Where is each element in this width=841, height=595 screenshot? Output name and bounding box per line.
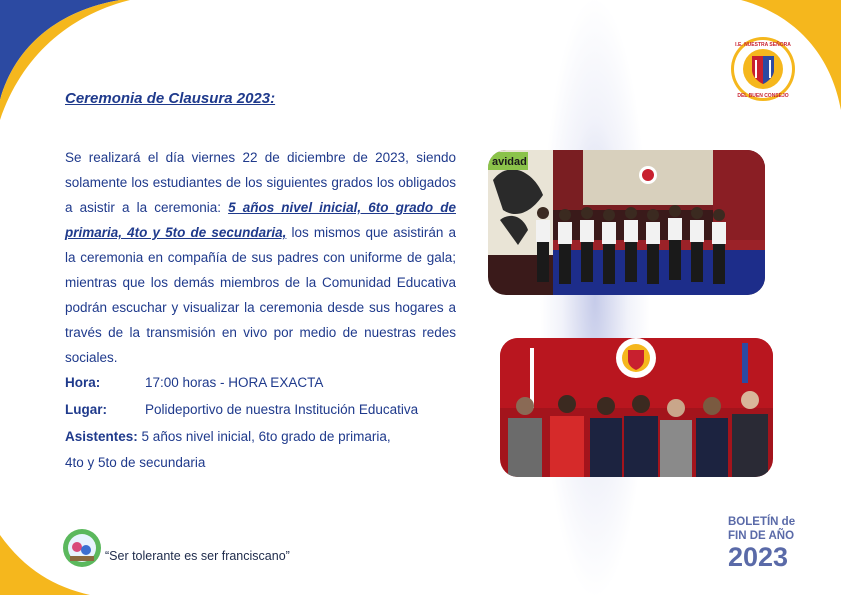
asistentes-label: Asistentes: xyxy=(65,429,138,444)
logo-top-text: I.E. NUESTRA SEÑORA xyxy=(735,42,791,48)
detail-row-lugar xyxy=(65,402,418,417)
hora-value: 17:00 horas - HORA EXACTA xyxy=(145,375,324,390)
paragraph-part1: Se realizará el día viernes 22 de diciembre de 2023, siendo solamente los estudiantes de los siguientes grados los obligados a asistir a la ceremonia: xyxy=(65,150,456,215)
announcement-paragraph xyxy=(65,145,456,370)
logo-bottom-text: DEL BUEN CONSEJO xyxy=(737,93,789,99)
lugar-value: Polideportivo de nuestra Institución Educativa xyxy=(145,402,419,417)
school-logo xyxy=(730,36,796,102)
ceremony-photo-staff xyxy=(500,338,773,477)
paragraph-part2: los mismos que asistirán a la ceremonia en compañía de sus padres con uniforme de gala; mientras que los demás miembros de la Comunidad Educativa podrán escuchar y visualizar la ceremonia desde sus hogares a través de la transmisión en vivo por medio de nuestras redes sociales. xyxy=(65,225,457,365)
photo1-banner-text: avidad xyxy=(492,156,527,168)
boletin-line2: FIN DE AÑO xyxy=(728,530,795,542)
boletin-badge xyxy=(728,515,818,571)
detail-row-asistentes-continued xyxy=(65,455,205,470)
asistentes-value-2: 4to y 5to de secundaria xyxy=(65,455,206,470)
ceremony-photo-students xyxy=(488,150,765,295)
hora-label: Hora: xyxy=(65,375,101,390)
detail-row-hora xyxy=(65,375,323,390)
asistentes-value: 5 años nivel inicial, 6to grado de primaria, xyxy=(141,429,391,444)
detail-row-asistentes xyxy=(65,429,391,444)
section-title: Ceremonia de Clausura 2023: xyxy=(65,90,276,107)
boletin-year: 2023 xyxy=(728,542,789,572)
boletin-line1: BOLETÍN de xyxy=(728,516,796,528)
lugar-label: Lugar: xyxy=(65,402,107,417)
paragraph-highlight: 5 años nivel inicial, 6to grado de primaria, 4to y 5to de secundaria, xyxy=(65,200,456,240)
footer-emblem xyxy=(62,528,102,568)
background-glow xyxy=(540,0,650,595)
footer-quote: “Ser tolerante es ser franciscano” xyxy=(105,549,290,563)
